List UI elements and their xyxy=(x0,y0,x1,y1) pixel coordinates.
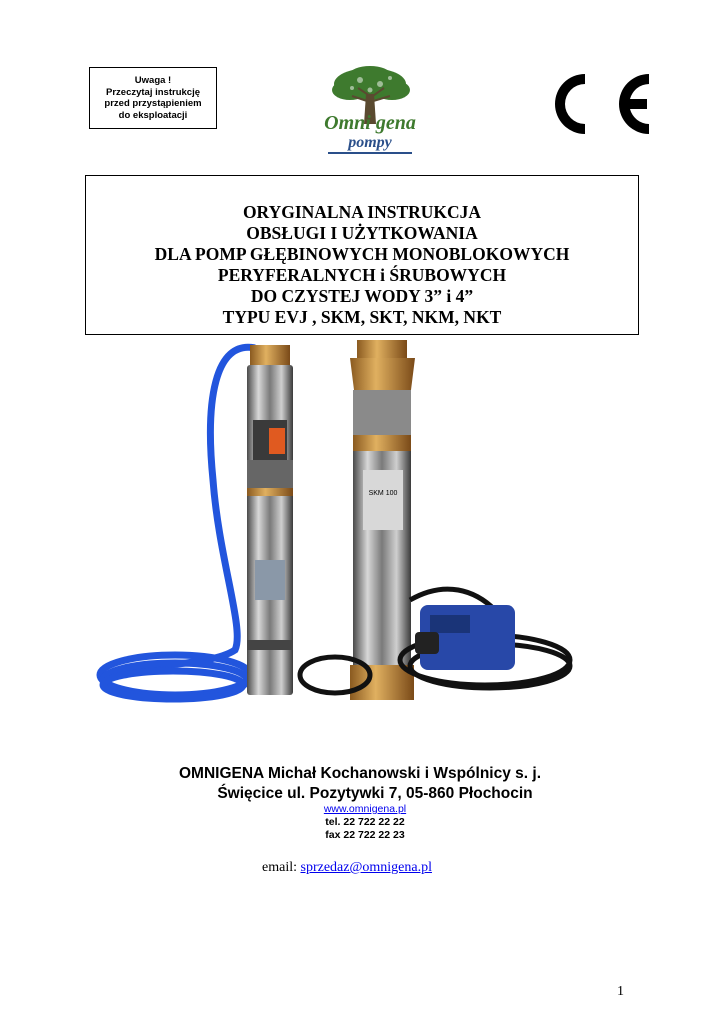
email-label: email: xyxy=(262,860,301,875)
title-line-6: TYPU EVJ , SKM, SKT, NKM, NKT xyxy=(222,307,502,327)
company-address: Święcice ul. Pozytywki 7, 05-860 Płochocin xyxy=(217,785,533,802)
email-line xyxy=(262,860,432,876)
contacts xyxy=(250,803,480,842)
email-link[interactable]: sprzedaz@omnigena.pl xyxy=(300,860,432,875)
title-box xyxy=(85,175,639,335)
warning-box xyxy=(89,67,217,129)
title-line-1: ORYGINALNA INSTRUKCJA xyxy=(242,202,482,222)
pump-model-label: SKM 100 xyxy=(368,490,398,497)
company-info xyxy=(140,764,580,804)
title-line-5: DO CZYSTEJ WODY 3” i 4” xyxy=(250,286,474,306)
warning-line-1: Uwaga ! xyxy=(134,75,172,86)
fax: fax 22 722 22 23 xyxy=(325,829,405,841)
blue-cable xyxy=(100,347,255,699)
company-name: OMNIGENA Michał Kochanowski i Wspólnicy s. j. xyxy=(178,765,541,782)
warning-line-3: przed przystąpieniem xyxy=(104,98,202,109)
pumps-photo xyxy=(95,340,575,705)
ce-mark-icon xyxy=(555,70,655,138)
title-line-3: DLA POMP GŁĘBINOWYCH MONOBLOKOWYCH xyxy=(154,244,570,264)
title-line-2: OBSŁUGI I UŻYTKOWANIA xyxy=(246,223,478,243)
omnigena-logo xyxy=(300,66,440,160)
warning-line-4: do eksploatacji xyxy=(118,109,188,121)
title-line-4: PERYFERALNYCH i ŚRUBOWYCH xyxy=(217,265,507,285)
page-number: 1 xyxy=(617,984,624,999)
telephone: tel. 22 722 22 22 xyxy=(325,816,405,828)
website-link[interactable]: www.omnigena.pl xyxy=(323,803,407,815)
warning-line-2: Przeczytaj instrukcję xyxy=(106,86,200,98)
logo-underline xyxy=(328,152,412,154)
logo-subtitle: pompy xyxy=(348,134,392,151)
logo-name: Omni gena xyxy=(324,112,416,134)
